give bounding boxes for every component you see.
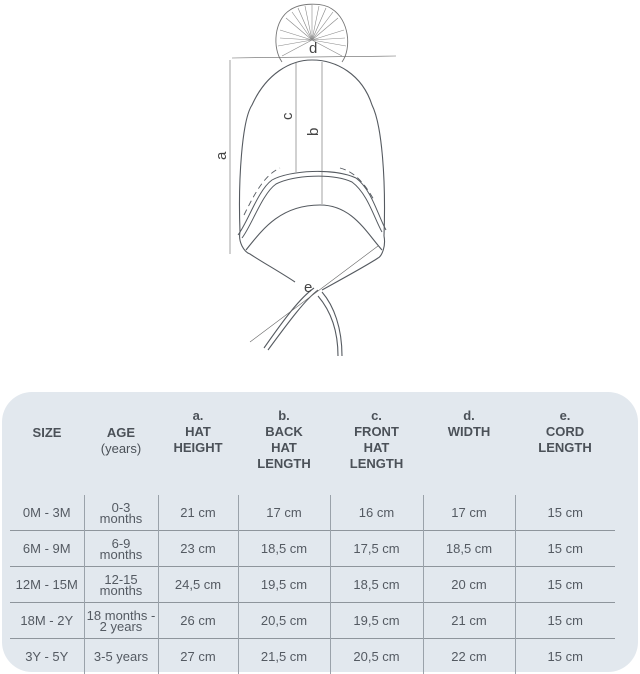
cell-cord-length: 15 cm bbox=[515, 639, 615, 674]
cell-width: 21 cm bbox=[423, 603, 515, 639]
cell-back-hat-length: 21,5 cm bbox=[238, 639, 330, 674]
cell-front-hat-length: 17,5 cm bbox=[330, 531, 423, 567]
cell-size: 18M - 2Y bbox=[10, 603, 84, 639]
cell-front-hat-length: 20,5 cm bbox=[330, 639, 423, 674]
cell-cord-length: 15 cm bbox=[515, 495, 615, 531]
header-front-hat-length: c. FRONT HAT LENGTH bbox=[349, 408, 404, 471]
header-size: SIZE bbox=[32, 425, 62, 440]
header-hat-height: a. HAT HEIGHT bbox=[173, 408, 223, 455]
cell-width: 17 cm bbox=[423, 495, 515, 531]
header-cord-length: e. CORD LENGTH bbox=[538, 408, 592, 455]
header-back-hat-length: b. BACK HAT LENGTH bbox=[257, 408, 311, 471]
label-d: d bbox=[309, 40, 318, 57]
cell-width: 22 cm bbox=[423, 639, 515, 674]
cell-back-hat-length: 19,5 cm bbox=[238, 567, 330, 603]
cell-hat-height: 24,5 cm bbox=[158, 567, 238, 603]
cell-back-hat-length: 20,5 cm bbox=[238, 603, 330, 639]
label-c: c bbox=[279, 112, 296, 120]
label-e: e bbox=[304, 279, 313, 296]
cell-front-hat-length: 19,5 cm bbox=[330, 603, 423, 639]
cell-width: 18,5 cm bbox=[423, 531, 515, 567]
cell-size: 6M - 9M bbox=[10, 531, 84, 567]
cell-age: 18 months - 2 years bbox=[84, 603, 158, 639]
size-chart-table bbox=[10, 398, 615, 674]
cell-back-hat-length: 17 cm bbox=[238, 495, 330, 531]
table-row bbox=[10, 639, 615, 674]
table-row bbox=[10, 603, 615, 639]
label-a: a bbox=[213, 151, 230, 160]
cell-size: 3Y - 5Y bbox=[10, 639, 84, 674]
cell-size: 12M - 15M bbox=[10, 567, 84, 603]
cell-hat-height: 21 cm bbox=[158, 495, 238, 531]
table-row bbox=[10, 495, 615, 531]
cell-width: 20 cm bbox=[423, 567, 515, 603]
cell-hat-height: 27 cm bbox=[158, 639, 238, 674]
header-width: d. WIDTH bbox=[447, 408, 491, 439]
cell-age: 6-9 months bbox=[84, 531, 158, 567]
cell-front-hat-length: 18,5 cm bbox=[330, 567, 423, 603]
cell-age: 12-15 months bbox=[84, 567, 158, 603]
cell-hat-height: 26 cm bbox=[158, 603, 238, 639]
cell-age: 0-3 months bbox=[84, 495, 158, 531]
cell-front-hat-length: 16 cm bbox=[330, 495, 423, 531]
table-row bbox=[10, 567, 615, 603]
cell-age: 3-5 years bbox=[84, 639, 158, 674]
cell-cord-length: 15 cm bbox=[515, 603, 615, 639]
cell-cord-length: 15 cm bbox=[515, 531, 615, 567]
cell-cord-length: 15 cm bbox=[515, 567, 615, 603]
cell-hat-height: 23 cm bbox=[158, 531, 238, 567]
header-row bbox=[10, 398, 615, 495]
cell-back-hat-length: 18,5 cm bbox=[238, 531, 330, 567]
label-b: b bbox=[305, 127, 322, 136]
table-row bbox=[10, 531, 615, 567]
cell-size: 0M - 3M bbox=[22, 505, 71, 520]
header-age: AGE (years) bbox=[100, 425, 142, 456]
